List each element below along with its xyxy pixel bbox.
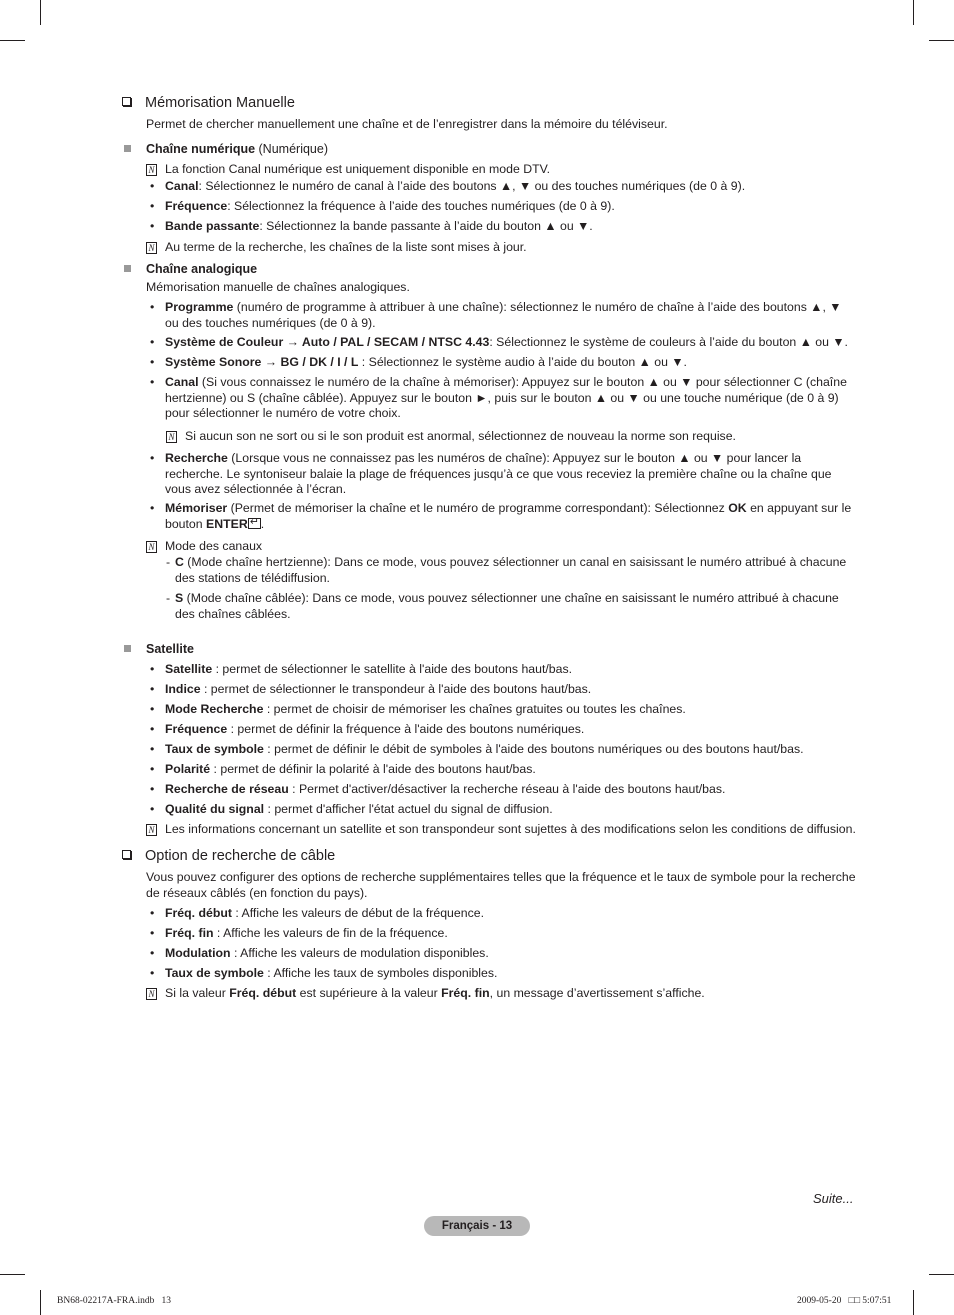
note-icon: N xyxy=(146,988,157,1000)
bullet: • xyxy=(150,662,155,676)
list-item: Canal: Sélectionnez le numéro de canal à l’aide des boutons ▲, ▼ ou des touches numériques (de 0 à 9). xyxy=(165,179,746,193)
bullet: • xyxy=(150,906,155,920)
list-item: Programme (numéro de programme à attribuer à une chaîne): sélectionnez le numéro de chaîne à l’aide des boutons ▲, ▼ ou des touches numériques (de 0 à 9). xyxy=(165,300,842,330)
dash-item: C (Mode chaîne hertzienne): Dans ce mode, vous pouvez sélectionner un canal en saisissant le numéro attribué à chacune des stations de télédiffusion. xyxy=(175,555,847,585)
note-text: Au terme de la recherche, les chaînes de la liste sont mises à jour. xyxy=(165,240,527,254)
crop-mark xyxy=(0,40,25,41)
list-item: Mémoriser (Permet de mémoriser la chaîne et le numéro de programme correspondant): Sélectionnez OK en appuyant sur le bouton ENTER↵ . xyxy=(165,501,857,532)
note-text: La fonction Canal numérique est uniquement disponible en mode DTV. xyxy=(165,162,551,176)
list-item: Système de Couleur → Auto / PAL / SECAM / NTSC 4.43: Sélectionnez le système de couleurs à l’aide du bouton ▲ ou ▼. xyxy=(165,335,848,349)
bullet: • xyxy=(150,501,155,515)
bullet: • xyxy=(150,451,155,465)
bullet: • xyxy=(150,682,155,696)
list-item: Taux de symbole : permet de définir le débit de symboles à l'aide des boutons numériques ou des boutons haut/bas. xyxy=(165,742,804,756)
list-item: Fréquence: Sélectionnez la fréquence à l’aide des touches numériques (de 0 à 9). xyxy=(165,199,615,213)
bullet: • xyxy=(150,355,155,369)
bullet: • xyxy=(150,722,155,736)
bullet: • xyxy=(150,219,155,233)
crop-mark xyxy=(913,1290,914,1315)
list-item: Taux de symbole : Affiche les taux de symboles disponibles. xyxy=(165,966,498,980)
list-item: Canal (Si vous connaissez le numéro de la chaîne à mémoriser): Appuyez sur le bouton ▲ ou ▼ pour sélectionner C (chaîne hertzienne) ou S (chaîne câblée). Appuyez sur le bouton ►, puis sur le bouton ▲ ou ▼ ou une touche numérique (de 0 à 9) pour sélectionner le numéro de votre choix. xyxy=(165,375,847,420)
list-item: Fréquence : permet de définir la fréquence à l'aide des boutons numériques. xyxy=(165,722,585,736)
continued-label: Suite... xyxy=(813,1191,854,1206)
bullet: • xyxy=(150,802,155,816)
crop-mark xyxy=(913,0,914,25)
bullet: • xyxy=(150,742,155,756)
crop-mark xyxy=(40,0,41,25)
dash: - xyxy=(166,555,171,569)
section-title: Mémorisation Manuelle xyxy=(122,95,295,111)
subsection-title-satellite: Satellite xyxy=(124,642,194,656)
bullet: • xyxy=(150,762,155,776)
list-item: Mode Recherche : permet de choisir de mémoriser les chaînes gratuites ou toutes les chaînes. xyxy=(165,702,686,716)
crop-mark xyxy=(929,1274,954,1275)
subsection-intro: Mémorisation manuelle de chaînes analogiques. xyxy=(146,280,410,294)
checkbox-square-icon xyxy=(122,850,131,859)
bullet: • xyxy=(150,335,155,349)
list-item: Recherche (Lorsque vous ne connaissez pas les numéros de chaîne): Appuyez sur le bouton ▲ ou ▼ pour lancer la recherche. Le syntoniseur balaie la plage de fréquences jusqu’à ce que vous receviez la première chaîne ou la chaîne que vous avez sélectionnée à l’écran. xyxy=(165,451,832,496)
checkbox-square-icon xyxy=(122,97,131,106)
note-text: Si la valeur Fréq. début est supérieure à la valeur Fréq. fin, un message d’avertissement s’affiche. xyxy=(165,986,705,1000)
section-title: Option de recherche de câble xyxy=(122,848,335,864)
note-text: Les informations concernant un satellite et son transpondeur sont sujettes à des modifications selon les conditions de diffusion. xyxy=(165,822,856,836)
note-text: Si aucun son ne sort ou si le son produit est anormal, sélectionnez de nouveau la norme son requise. xyxy=(185,429,736,443)
list-item: Polarité : permet de définir la polarité à l'aide des boutons haut/bas. xyxy=(165,762,536,776)
list-item: Modulation : Affiche les valeurs de modulation disponibles. xyxy=(165,946,489,960)
enter-icon xyxy=(248,518,261,529)
crop-mark xyxy=(0,1274,25,1275)
bullet: • xyxy=(150,946,155,960)
dash-item: S (Mode chaîne câblée): Dans ce mode, vous pouvez sélectionner une chaîne en saisissant le numéro attribué à chacune des chaînes câblées. xyxy=(175,591,839,621)
bullet: • xyxy=(150,966,155,980)
page-number: Français - 13 xyxy=(424,1216,530,1236)
bullet: • xyxy=(150,926,155,940)
bullet: • xyxy=(150,300,155,314)
note-icon: N xyxy=(146,242,157,254)
list-item: Fréq. début : Affiche les valeurs de début de la fréquence. xyxy=(165,906,484,920)
bullet: • xyxy=(150,199,155,213)
note-icon: N xyxy=(146,541,157,553)
gray-square-icon xyxy=(124,265,131,272)
list-item: Recherche de réseau : Permet d'activer/désactiver la recherche réseau à l'aide des boutons haut/bas. xyxy=(165,782,726,796)
bullet: • xyxy=(150,702,155,716)
print-info-left: BN68-02217A-FRA.indb 13 xyxy=(57,1296,172,1306)
print-info-right: 2009-05-20 □□ 5:07:51 xyxy=(797,1296,892,1306)
list-item: Indice : permet de sélectionner le transpondeur à l'aide des boutons haut/bas. xyxy=(165,682,592,696)
gray-square-icon xyxy=(124,645,131,652)
list-item: Fréq. fin : Affiche les valeurs de fin de la fréquence. xyxy=(165,926,448,940)
bullet: • xyxy=(150,375,155,389)
subsection-title-analog: Chaîne analogique xyxy=(124,262,257,276)
note-icon: N xyxy=(146,824,157,836)
section-intro: Vous pouvez configurer des options de recherche supplémentaires telles que la fréquence et le taux de symbole pour la recherche de réseaux câblés (en fonction du pays). xyxy=(146,870,856,900)
list-item: Bande passante: Sélectionnez la bande passante à l’aide du bouton ▲ ou ▼. xyxy=(165,219,593,233)
section-intro: Permet de chercher manuellement une chaîne et de l’enregistrer dans la mémoire du téléviseur. xyxy=(146,117,668,131)
note-icon: N xyxy=(166,431,177,443)
crop-mark xyxy=(929,40,954,41)
note-icon: N xyxy=(146,164,157,176)
list-item: Qualité du signal : permet d'afficher l'état actuel du signal de diffusion. xyxy=(165,802,553,816)
bullet: • xyxy=(150,782,155,796)
gray-square-icon xyxy=(124,145,131,152)
list-item: Satellite : permet de sélectionner le satellite à l'aide des boutons haut/bas. xyxy=(165,662,573,676)
crop-mark xyxy=(40,1290,41,1315)
subsection-title-digital: Chaîne numérique (Numérique) xyxy=(124,142,328,156)
bullet: • xyxy=(150,179,155,193)
dash: - xyxy=(166,591,171,605)
list-item: Système Sonore → BG / DK / I / L : Sélectionnez le système audio à l’aide du bouton ▲ ou ▼. xyxy=(165,355,687,369)
note-text: Mode des canaux xyxy=(165,539,263,553)
